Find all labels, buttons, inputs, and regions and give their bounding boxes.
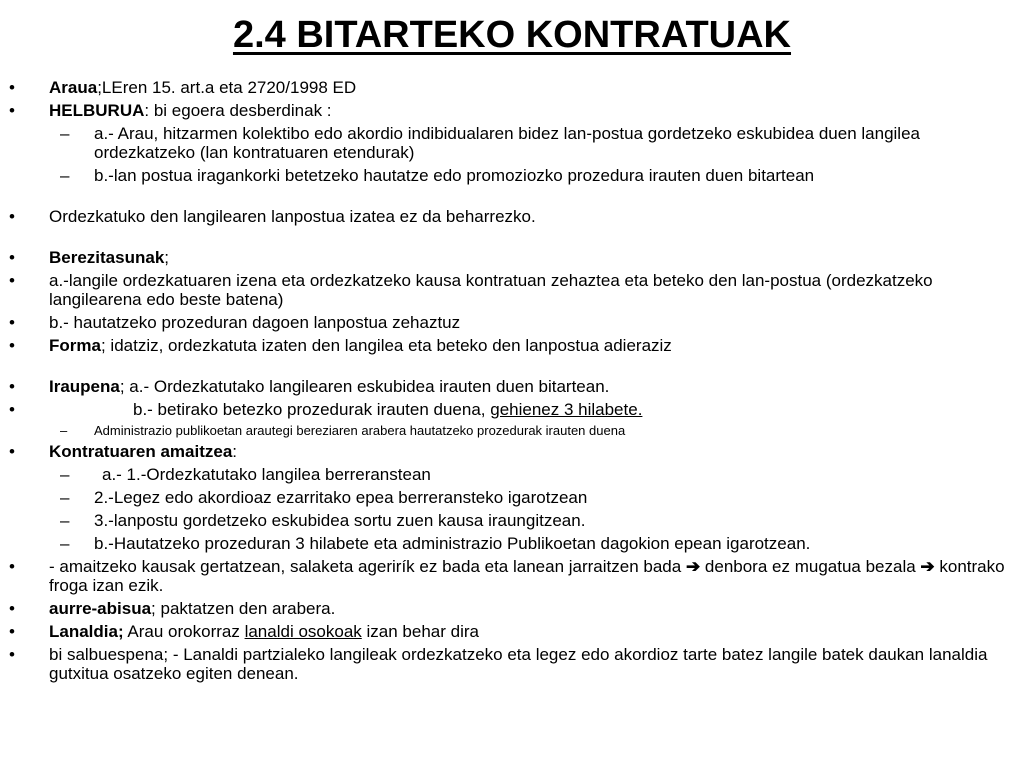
bullet-marker: • — [9, 271, 15, 290]
list-item — [0, 101, 1024, 120]
bullet-marker: • — [9, 248, 15, 267]
item-text: ; — [164, 248, 170, 267]
list-item — [0, 313, 1024, 332]
item-text: Administrazio publikoetan arautegi bereziaren arabera hautatzeko prozedurak irauten duena — [94, 423, 626, 438]
bullet-marker: • — [9, 645, 15, 664]
term-label: Araua — [49, 78, 98, 97]
bullet-marker: • — [9, 622, 15, 641]
sub-list-item — [0, 511, 1024, 530]
list-item — [0, 248, 1024, 267]
dash-marker: – — [60, 534, 70, 553]
sub-list-item — [0, 465, 1024, 484]
item-text: b.-Hautatzeko prozeduran 3 hilabete eta administrazio Publikoetan dagokion epean igarotzean. — [94, 534, 811, 553]
item-text: a.- 1.-Ordezkatutako langilea berreranstean — [102, 465, 431, 484]
bullet-marker: • — [9, 599, 15, 618]
item-text: : bi egoera desberdinak : — [144, 101, 332, 120]
sub-list-item — [0, 166, 1024, 185]
bullet-marker: • — [9, 313, 15, 332]
item-text: Arau orokorraz — [123, 622, 245, 641]
item-text: a.-langile ordezkatuaren izena eta ordezkatzeko kausa kontratuan zehaztea eta beteko den lan-postua (ordezkatzeko langilearena edo beste batena) — [49, 271, 933, 309]
item-text: Ordezkatuko den langilearen lanpostua izatea ez da beharrezko. — [49, 207, 536, 226]
dash-marker: – — [60, 511, 70, 530]
item-text: izan behar dira — [361, 622, 479, 641]
item-text: b.-lan postua iragankorki betetzeko hautatze edo promoziozko prozedura irauten duen bitartean — [94, 166, 815, 185]
list-item — [0, 78, 1024, 97]
sub-list-item — [0, 534, 1024, 553]
item-text: ; a.- Ordezkatutako langilearen eskubidea irauten duen bitartean. — [119, 377, 610, 396]
bullet-marker: • — [9, 442, 15, 461]
bullet-marker: • — [9, 557, 15, 576]
underlined-text: gehienez 3 hilabete. — [490, 400, 643, 419]
item-text: 2.-Legez edo akordioaz ezarritako epea berreransteko igarotzean — [94, 488, 588, 507]
list-item — [0, 271, 1024, 309]
term-label: Iraupena — [49, 377, 120, 396]
list-item — [0, 400, 1024, 419]
item-text: 3.-lanpostu gordetzeko eskubidea sortu zuen kausa iraungitzean. — [94, 511, 586, 530]
dash-marker: – — [60, 423, 68, 438]
bullet-marker: • — [9, 101, 15, 120]
arrow-right-icon: ➔ — [685, 557, 701, 576]
dash-marker: – — [60, 124, 70, 143]
list-item — [0, 622, 1024, 641]
sub-list-item — [0, 423, 1024, 438]
item-text: : — [232, 442, 238, 461]
sub-list-item — [0, 124, 1024, 162]
item-text: ;LEren 15. art.a eta 2720/1998 ED — [97, 78, 357, 97]
dash-marker: – — [60, 488, 70, 507]
list-item — [0, 377, 1024, 396]
list-item — [0, 442, 1024, 461]
list-item — [0, 207, 1024, 226]
content-list — [0, 78, 1024, 683]
list-item — [0, 336, 1024, 355]
term-label: Forma — [49, 336, 101, 355]
term-label: aurre-abisua — [49, 599, 152, 618]
item-text: - amaitzeko kausak gertatzean, salaketa agerirík ez bada eta lanean jarraitzen bada — [49, 557, 686, 576]
slide-title: 2.4 BITARTEKO KONTRATUAK — [232, 14, 792, 56]
list-item — [0, 599, 1024, 618]
term-label: Berezitasunak — [49, 248, 165, 267]
item-text: a.- Arau, hitzarmen kolektibo edo akordio indibidualaren bidez lan-postua gordetzeko eskubidea duen langilea ordezkatzeko (lan kontratuaren etendurak) — [94, 124, 920, 162]
item-text: b.- betirako betezko prozedurak irauten duena, — [133, 400, 491, 419]
item-text: denbora ez mugatua bezala — [700, 557, 921, 576]
bullet-marker: • — [9, 207, 15, 226]
sub-list-item — [0, 488, 1024, 507]
item-text: bi salbuespena; - Lanaldi partzialeko langileak ordezkatzeko eta legez edo akordioz tarte batez langile batek daukan lanaldia gutxitua osatzeko egiten denean. — [49, 645, 988, 683]
arrow-right-icon: ➔ — [920, 557, 935, 576]
item-text: b.- hautatzeko prozeduran dagoen lanpostua zehaztuz — [49, 313, 461, 332]
item-text: kontrako froga izan ezik. — [49, 557, 1005, 595]
list-item — [0, 557, 1024, 595]
list-item — [0, 645, 1024, 683]
term-label: Lanaldia; — [49, 622, 124, 641]
dash-marker: – — [60, 465, 70, 484]
bullet-marker: • — [9, 377, 15, 396]
underlined-text: lanaldi osokoak — [244, 622, 362, 641]
bullet-marker: • — [9, 336, 15, 355]
item-text: ; paktatzen den arabera. — [151, 599, 336, 618]
bullet-marker: • — [9, 400, 15, 419]
dash-marker: – — [60, 166, 70, 185]
term-label: Kontratuaren amaitzea — [49, 442, 233, 461]
bullet-marker: • — [9, 78, 15, 97]
term-label: HELBURUA — [49, 101, 145, 120]
item-text: ; idatziz, ordezkatuta izaten den langilea eta beteko den lanpostua adieraziz — [100, 336, 672, 355]
